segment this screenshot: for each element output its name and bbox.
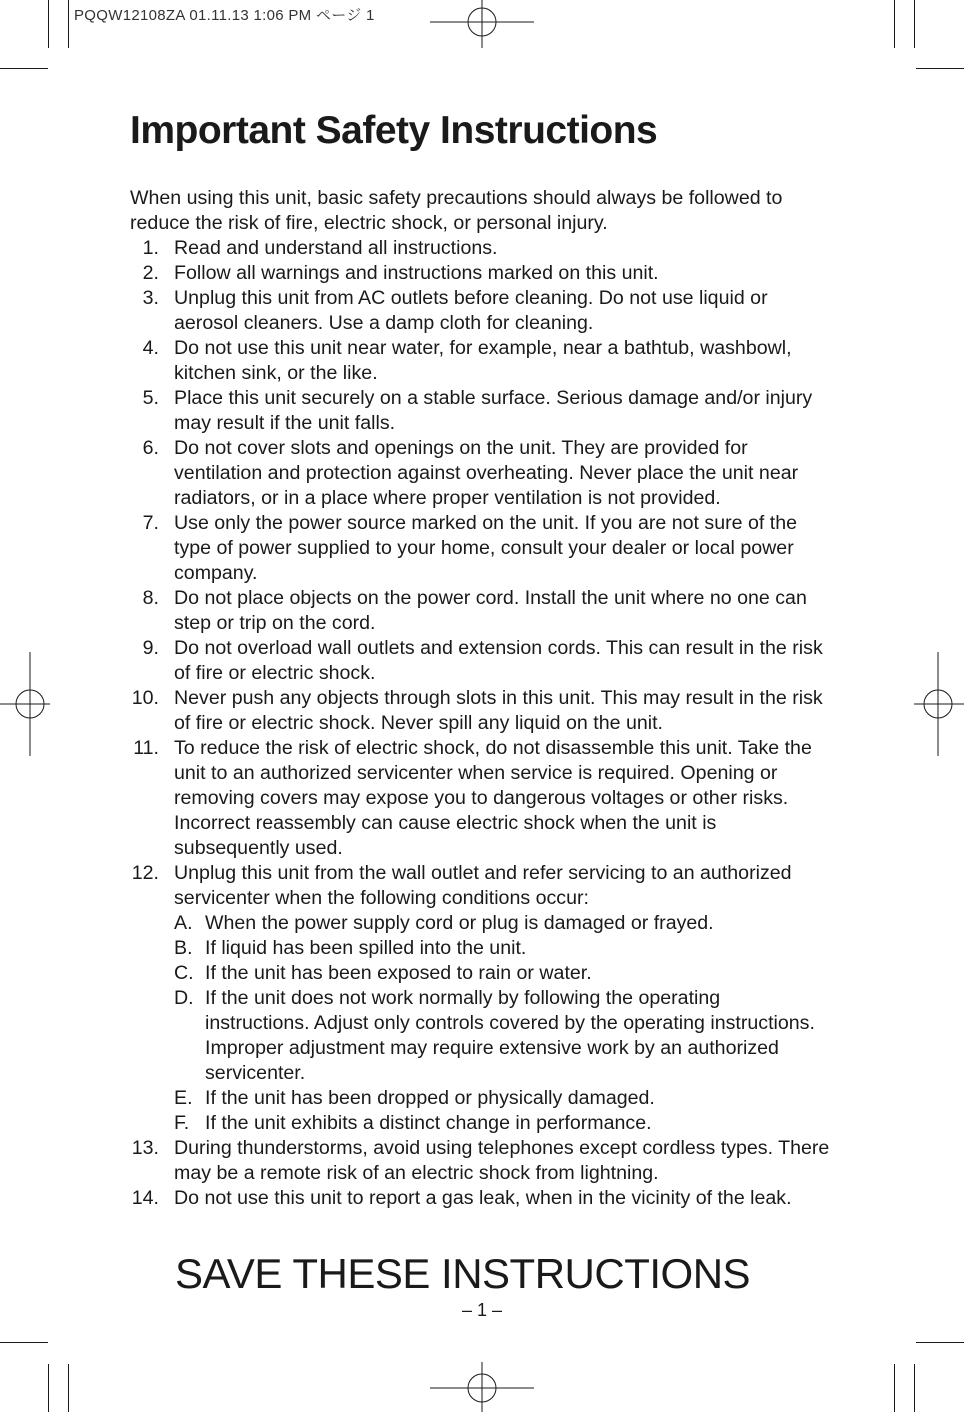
item-number: 7. <box>142 512 159 534</box>
condition-text: If the unit exhibits a distinct change in performance. <box>205 1112 652 1134</box>
instructions-body <box>130 186 830 1211</box>
crop-mark <box>914 1364 915 1412</box>
crop-mark <box>916 68 964 69</box>
condition-item <box>174 1086 830 1111</box>
crop-mark <box>894 1364 895 1412</box>
crop-mark <box>894 0 895 48</box>
page-number: – 1 – <box>461 1300 503 1320</box>
item-text: Use only the power source marked on the unit. If you are not sure of the type of power supplied to your home, consult your dealer or local power company. <box>174 512 797 584</box>
list-item <box>130 386 830 436</box>
condition-text: If the unit does not work normally by following the operating instructions. Adjust only controls covered by the operating instructions. Improper adjustment may require extensive work by an authorized servicenter. <box>205 987 815 1084</box>
item-text: Unplug this unit from AC outlets before cleaning. Do not use liquid or aerosol cleaners. Use a damp cloth for cleaning. <box>174 287 768 334</box>
list-item <box>130 736 830 861</box>
list-item <box>130 336 830 386</box>
item-number: 5. <box>142 387 159 409</box>
item-text: Do not place objects on the power cord. Install the unit where no one can step or trip on the cord. <box>174 587 807 634</box>
condition-letter: E. <box>174 1087 193 1109</box>
list-item <box>130 686 830 736</box>
item-number: 13. <box>131 1137 159 1159</box>
list-item <box>130 1136 830 1186</box>
item-number: 12. <box>131 862 159 884</box>
condition-item <box>174 961 830 986</box>
crop-mark <box>48 1364 49 1412</box>
item-text: Place this unit securely on a stable surface. Serious damage and/or injury may result if the unit falls. <box>174 387 813 434</box>
item-number: 2. <box>142 262 159 284</box>
crop-mark <box>0 1342 48 1343</box>
registration-mark-icon <box>914 652 964 756</box>
item-number: 4. <box>142 337 159 359</box>
list-item <box>130 286 830 336</box>
item-number: 3. <box>142 287 159 309</box>
crop-mark <box>916 1342 964 1343</box>
condition-item <box>174 936 830 961</box>
conditions-list <box>174 911 830 1136</box>
condition-letter: B. <box>174 937 193 959</box>
list-item <box>130 1186 830 1211</box>
list-item <box>130 236 830 261</box>
crop-mark <box>914 0 915 48</box>
registration-mark-icon <box>430 0 534 48</box>
crop-mark <box>48 0 49 48</box>
item-text: Read and understand all instructions. <box>174 237 498 259</box>
item-number: 11. <box>133 737 159 759</box>
item-text: Never push any objects through slots in this unit. This may result in the risk of fire or electric shock. Never spill any liquid on the unit. <box>174 687 823 734</box>
condition-text: If liquid has been spilled into the unit. <box>205 937 527 959</box>
condition-text: If the unit has been exposed to rain or water. <box>205 962 592 984</box>
item-text: To reduce the risk of electric shock, do not disassemble this unit. Take the unit to an authorized servicenter when service is required. Opening or removing covers may expose you to dangerous voltages or other risks. Incorrect reassembly can cause electric shock when the unit is subsequently used. <box>174 737 812 859</box>
list-item <box>130 861 830 1136</box>
list-item <box>130 636 830 686</box>
item-number: 6. <box>142 437 159 459</box>
item-text: Do not use this unit to report a gas leak, when in the vicinity of the leak. <box>174 1187 792 1209</box>
condition-item <box>174 1111 830 1136</box>
crop-mark <box>68 0 69 48</box>
condition-letter: C. <box>174 962 194 984</box>
page-title: Important Safety Instructions <box>130 109 658 152</box>
registration-mark-icon <box>0 652 50 756</box>
item-number: 1. <box>142 237 159 259</box>
save-instructions-heading: SAVE THESE INSTRUCTIONS <box>175 1250 751 1297</box>
item-number: 9. <box>142 637 159 659</box>
condition-item <box>174 911 830 936</box>
item-text: Do not overload wall outlets and extension cords. This can result in the risk of fire or electric shock. <box>174 637 823 684</box>
condition-letter: D. <box>174 987 194 1009</box>
item-text: Do not use this unit near water, for example, near a bathtub, washbowl, kitchen sink, or the like. <box>174 337 792 384</box>
registration-mark-icon <box>430 1362 534 1412</box>
intro-paragraph: When using this unit, basic safety precautions should always be followed to reduce the risk of fire, electric shock, or personal injury. <box>130 187 783 234</box>
item-text: Unplug this unit from the wall outlet and refer servicing to an authorized servicenter when the following conditions occur: <box>174 862 792 909</box>
item-text: Do not cover slots and openings on the unit. They are provided for ventilation and protection against overheating. Never place the unit near radiators, or in a place where proper ventilation is not provided. <box>174 437 799 509</box>
item-text: During thunderstorms, avoid using telephones except cordless types. There may be a remote risk of an electric shock from lightning. <box>174 1137 830 1184</box>
condition-text: If the unit has been dropped or physically damaged. <box>205 1087 655 1109</box>
condition-item <box>174 986 830 1086</box>
condition-text: When the power supply cord or plug is damaged or frayed. <box>205 912 714 934</box>
item-number: 14. <box>131 1187 159 1209</box>
list-item <box>130 511 830 586</box>
item-text: Follow all warnings and instructions marked on this unit. <box>174 262 659 284</box>
list-item <box>130 586 830 636</box>
instruction-list <box>130 236 830 1211</box>
crop-mark <box>68 1364 69 1412</box>
list-item <box>130 436 830 511</box>
item-number: 8. <box>142 587 159 609</box>
list-item <box>130 261 830 286</box>
print-slug: PQQW12108ZA 01.11.13 1:06 PM ページ 1 <box>74 7 375 24</box>
condition-letter: A. <box>174 912 193 934</box>
item-number: 10. <box>131 687 159 709</box>
condition-letter: F. <box>174 1112 190 1134</box>
crop-mark <box>0 68 48 69</box>
